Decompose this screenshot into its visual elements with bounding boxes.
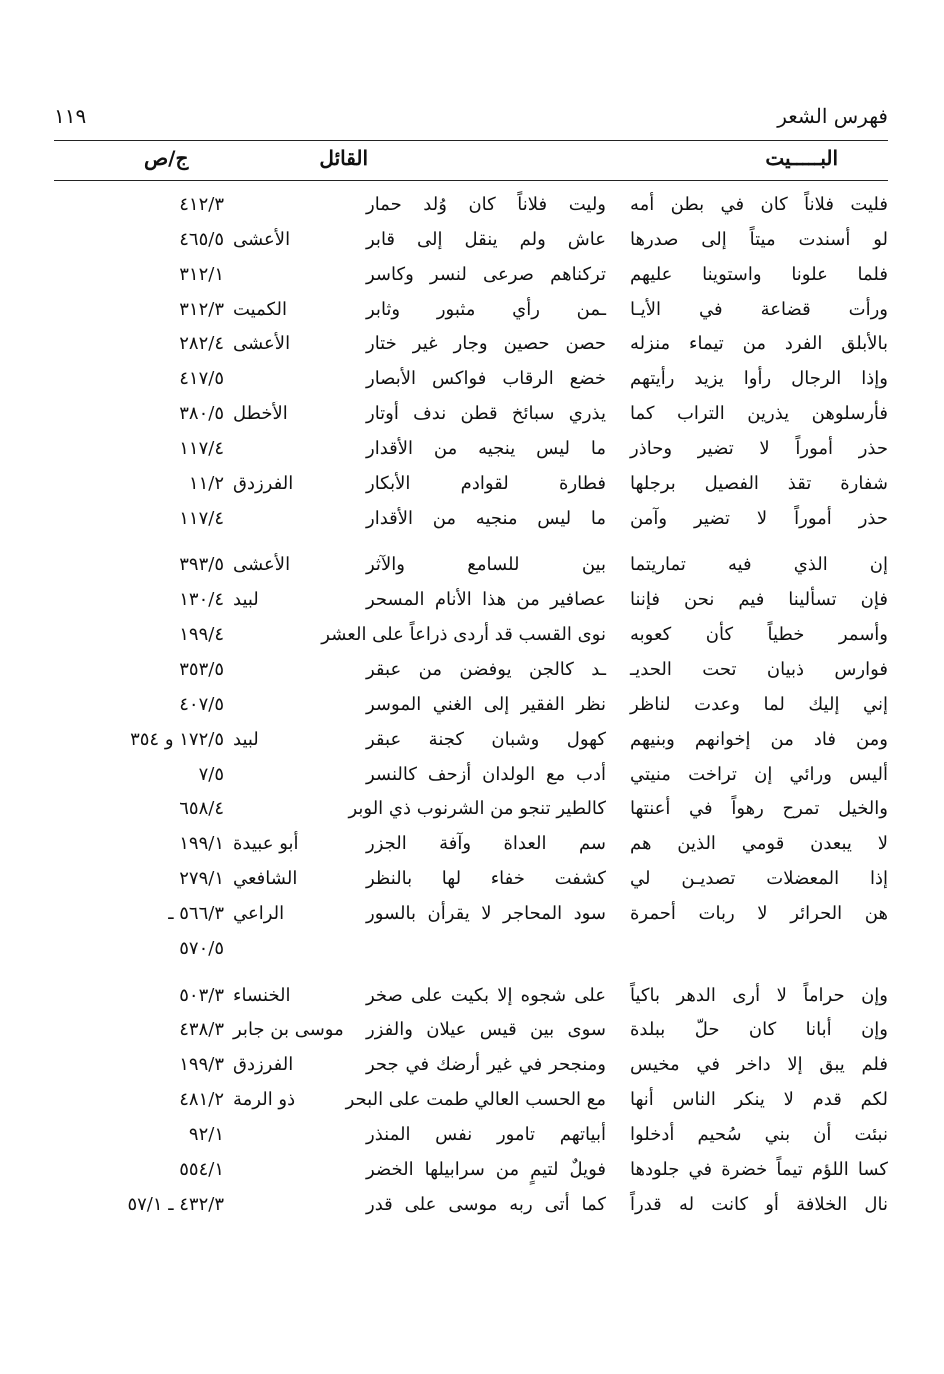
first-hemistich: فأرسلوهن يذرين التراب كما: [630, 403, 888, 425]
first-hemistich: نال الخلافة أو كانت له قدراً: [630, 1193, 888, 1215]
first-hemistich: حذر أموراً لا تضير وآمن: [630, 507, 888, 529]
first-hemistich: وإن أبانا كان حلّ ببلدة: [630, 1019, 888, 1041]
poet-name: الأعشى: [233, 333, 291, 355]
page-header: [54, 104, 888, 141]
poet-name: لبيد: [233, 728, 259, 750]
index-row: [54, 260, 888, 295]
index-row: [54, 864, 888, 899]
second-hemistich: تركناهم صرعى لنسر وكاسر: [366, 263, 606, 285]
first-hemistich: إني إليك لما وعدت لناظر: [630, 693, 888, 715]
second-hemistich: نظر الفقير إلى الغني الموسر: [366, 693, 606, 715]
index-row: [54, 585, 888, 620]
index-row: [54, 504, 888, 539]
volume-page-reference: ٤٦٥/٥: [179, 228, 224, 250]
poetry-index-table: [54, 190, 888, 1224]
volume-page-reference: ٤٨١/٢: [179, 1089, 224, 1111]
volume-page-reference: ٣١٢/٣: [179, 298, 224, 320]
poet-name: الأعشى: [233, 554, 291, 576]
index-row: [54, 550, 888, 585]
index-row: [54, 981, 888, 1016]
volume-page-reference: ١٣٠/٤: [179, 589, 224, 611]
first-hemistich: فلم يبق إلا داخر في مخيس: [630, 1054, 888, 1076]
running-title: فهرس الشعر: [777, 104, 888, 128]
index-row: [54, 829, 888, 864]
second-hemistich: ومنجحر في غير أرضك في جحر: [366, 1054, 606, 1076]
index-row: [54, 329, 888, 364]
second-hemistich: فويلٌ لتيمٍ من سرابيلها الخضر: [366, 1158, 606, 1180]
second-hemistich: نوى القسب قد أردى ذراعاً على العشر: [321, 624, 606, 646]
first-hemistich: وإن حراماً لا أرى الدهر باكياً: [630, 984, 888, 1006]
volume-page-reference: ٣٥٣/٥: [179, 658, 224, 680]
first-hemistich: إذا المعضلات تصديـن لي: [630, 868, 888, 890]
volume-page-reference: ٤١٧/٥: [179, 368, 224, 390]
poet-name: الأخطل: [233, 403, 288, 425]
first-hemistich: وإذا الرجال رأوا يزيد رأيتهم: [630, 368, 888, 390]
second-hemistich: يذري سبائخ قطن ندف أوتار: [366, 403, 606, 425]
index-row: [54, 1050, 888, 1085]
column-header-reference: ج/ص: [144, 146, 189, 170]
volume-page-reference: ٤٣٨/٣: [179, 1019, 224, 1041]
index-row: [54, 434, 888, 469]
volume-page-reference: ٢٨٢/٤: [179, 333, 224, 355]
column-header-poet: القائل: [319, 146, 368, 170]
first-hemistich: فإن تسألينا فيم نحن فإننا: [630, 589, 888, 611]
column-headers: [54, 140, 888, 181]
second-hemistich: كهول وشبان كجنة عبقر: [366, 728, 606, 750]
volume-page-reference: ٧/٥: [198, 763, 224, 785]
column-header-verse: البـــــيت: [765, 146, 838, 170]
poet-name: الخنساء: [233, 984, 291, 1006]
second-hemistich: سوى بين قيس عيلان والفزر: [366, 1019, 606, 1041]
volume-page-reference: ١٧٢/٥ و ٣٥٤: [130, 728, 224, 750]
second-hemistich: عصافير من هذا الأنام المسحر: [366, 589, 606, 611]
index-row: [54, 1120, 888, 1155]
first-hemistich: لو أسندت ميتاً إلى صدرها: [630, 228, 888, 250]
second-hemistich: كشفت خفاء لها بالنظر: [366, 868, 606, 890]
poet-name: ذو الرمة: [233, 1089, 296, 1111]
index-row: [54, 1190, 888, 1225]
poet-name: لبيد: [233, 589, 259, 611]
volume-page-reference: ١٩٩/٤: [179, 624, 224, 646]
poet-name: أبو عبيدة: [233, 833, 299, 855]
poet-name: الشافعي: [233, 868, 298, 890]
index-row: [54, 295, 888, 330]
volume-page-reference: ٥٦٦/٣ ـ: [168, 902, 224, 924]
second-hemistich: مع الحسب العالي طمت على البحر: [345, 1089, 606, 1111]
first-hemistich: والخيل تمرح رهواً في أعنتها: [630, 798, 888, 820]
index-row: [54, 655, 888, 690]
first-hemistich: شفارة تقذ الفصيل برجلها: [630, 472, 888, 494]
index-row: [54, 1015, 888, 1050]
index-row: [54, 469, 888, 504]
volume-page-reference: ٢٧٩/١: [179, 868, 224, 890]
second-hemistich: خضع الرقاب فواكس الأبصار: [366, 368, 606, 390]
second-hemistich: أدب مع الولدان أزحف كالنسر: [366, 763, 606, 785]
index-row: [54, 620, 888, 655]
poet-name: موسى بن جابر: [233, 1019, 344, 1041]
index-row: [54, 1155, 888, 1190]
first-hemistich: لكم قدم لا ينكر الناس أنها: [630, 1089, 888, 1111]
first-hemistich: لا يبعدن قومي الذين هم: [630, 833, 888, 855]
volume-page-reference: ٣٩٣/٥: [179, 554, 224, 576]
second-hemistich: وليت فلاناً كان وُلد حمار: [366, 194, 606, 215]
index-row: [54, 934, 888, 969]
index-row: [54, 725, 888, 760]
volume-page-reference: ١٩٩/١: [179, 833, 224, 855]
index-row: [54, 690, 888, 725]
second-hemistich: حصن حصين وجار غير ختار: [366, 333, 606, 355]
poet-name: الأعشى: [233, 228, 291, 250]
first-hemistich: إن الذي فيه تماريتما: [630, 554, 888, 576]
volume-page-reference: ١١/٢: [188, 472, 224, 494]
second-hemistich: ـمن رأي مثبور وثابر: [366, 298, 606, 320]
volume-page-reference: ٥٠٣/٣: [179, 984, 224, 1006]
poet-name: الفرزدق: [233, 1054, 294, 1076]
index-row: [54, 794, 888, 829]
second-hemistich: على شجوه إلا بكيت على صخر: [366, 984, 606, 1006]
first-hemistich: ومن فاد من إخوانهم وبنيهم: [630, 728, 888, 750]
second-hemistich: كالطير تنجو من الشرنوب ذي الوبر: [348, 798, 606, 820]
volume-page-reference: ١١٧/٤: [179, 437, 224, 459]
index-row: [54, 399, 888, 434]
index-row: [54, 190, 888, 225]
volume-page-reference: ٦٥٨/٤: [179, 798, 224, 820]
index-row: [54, 225, 888, 260]
volume-page-reference: ٤٠٧/٥: [179, 693, 224, 715]
second-hemistich: ما ليس منجيه من الأقدار: [366, 507, 606, 529]
first-hemistich: ورأت قضاعة في الأيـا: [630, 298, 888, 320]
first-hemistich: وأسمر خطياً كأن كعوبه: [630, 624, 888, 646]
poet-name: الفرزدق: [233, 472, 294, 494]
second-hemistich: سود المحاجر لا يقرأن بالسور: [366, 902, 606, 924]
volume-page-reference: ٩٢/١: [188, 1123, 224, 1145]
first-hemistich: فوارس ذبيان تحت الحديـ: [630, 658, 888, 680]
second-hemistich: كما أتى ربه موسى على قدر: [366, 1193, 606, 1215]
volume-page-reference: ٤١٢/٣: [179, 194, 224, 215]
volume-page-reference: ٤٣٢/٣ ـ ٥٧/١: [127, 1193, 224, 1215]
first-hemistich: فليت فلاناً كان في بطن أمه: [630, 194, 888, 215]
second-hemistich: ـد كالجن يوفضن من عبقر: [366, 658, 606, 680]
second-hemistich: ما ليس ينجيه من الأقدار: [366, 437, 606, 459]
first-hemistich: كسا اللؤم تيماً خضرة في جلودها: [630, 1158, 888, 1180]
first-hemistich: أليس ورائي إن تراخت منيتي: [630, 763, 888, 785]
first-hemistich: حذر أموراً لا تضير وحاذر: [630, 437, 888, 459]
page-number: ١١٩: [54, 104, 87, 128]
second-hemistich: سم العداة وآفة الجزر: [366, 833, 606, 855]
volume-page-reference: ٣١٢/١: [179, 263, 224, 285]
volume-page-reference: ٥٥٤/١: [179, 1158, 224, 1180]
first-hemistich: هن الحرائر لا ربات أحمرة: [630, 902, 888, 924]
first-hemistich: فلما علونا واستوينا عليهم: [630, 263, 888, 285]
index-row: [54, 760, 888, 795]
volume-page-reference: ١٩٩/٣: [179, 1054, 224, 1076]
volume-page-reference: ١١٧/٤: [179, 507, 224, 529]
index-row: [54, 899, 888, 934]
volume-page-reference: ٣٨٠/٥: [179, 403, 224, 425]
index-row: [54, 1085, 888, 1120]
volume-page-reference: ٥٧٠/٥: [179, 937, 224, 959]
first-hemistich: نبئت أن بني سُحيم أدخلوا: [630, 1123, 888, 1145]
second-hemistich: فطارة لقوادم الأبكار: [366, 472, 606, 494]
second-hemistich: بين للسامع والآثر: [366, 554, 606, 576]
poet-name: الراعي: [233, 902, 285, 924]
poet-name: الكميت: [233, 298, 287, 320]
second-hemistich: عاش ولم ينقل إلى قابر: [366, 228, 606, 250]
first-hemistich: بالأبلق الفرد من تيماء منزله: [630, 333, 888, 355]
index-row: [54, 364, 888, 399]
second-hemistich: أبياتهم تامور نفس المنذر: [366, 1123, 606, 1145]
